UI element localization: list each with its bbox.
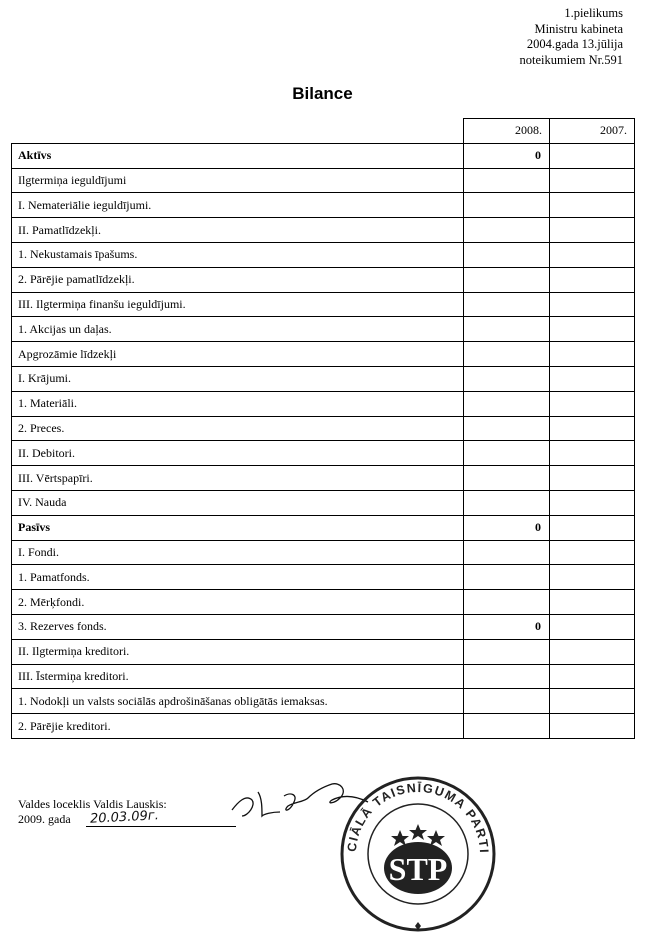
document-title: Bilance (292, 84, 353, 103)
table-row (12, 416, 635, 441)
value-2007 (550, 292, 635, 317)
table-row (12, 614, 635, 639)
value-2007 (550, 391, 635, 416)
value-2008 (464, 168, 550, 193)
table-row (12, 218, 635, 243)
row-label: 2. Preces. (12, 416, 464, 441)
signer-line: Valdes loceklis Valdis Lauskis: (18, 797, 167, 811)
row-label: 2. Pārējie kreditori. (12, 714, 464, 739)
table-row (12, 441, 635, 466)
row-label: II. Debitori. (12, 441, 464, 466)
value-2008 (464, 193, 550, 218)
row-label: I. Nemateriālie ieguldījumi. (12, 193, 464, 218)
value-2008 (464, 466, 550, 491)
row-label: 1. Akcijas un daļas. (12, 317, 464, 342)
value-2007 (550, 490, 635, 515)
value-2008 (464, 490, 550, 515)
table-row (12, 143, 635, 168)
balance-table (11, 118, 635, 739)
row-label: 1. Materiāli. (12, 391, 464, 416)
appendix-line: 1.pielikums (564, 6, 623, 20)
row-label: Aktīvs (12, 143, 464, 168)
handwritten-date: 20.03.09г. (89, 808, 160, 827)
row-label: 3. Rezerves fonds. (12, 614, 464, 639)
column-header-2008: 2008. (464, 119, 550, 144)
value-2008 (464, 317, 550, 342)
value-2007 (550, 143, 635, 168)
row-label: 1. Nekustamais īpašums. (12, 242, 464, 267)
value-2008 (464, 639, 550, 664)
table-row (12, 242, 635, 267)
date-prefix: 2009. gada (18, 811, 71, 826)
value-2008 (464, 540, 550, 565)
value-2008 (464, 342, 550, 367)
value-2007 (550, 590, 635, 615)
value-2007 (550, 540, 635, 565)
value-2008: 0 (464, 143, 550, 168)
table-row (12, 168, 635, 193)
row-label: 2. Mērķfondi. (12, 590, 464, 615)
value-2007 (550, 242, 635, 267)
value-2008 (464, 565, 550, 590)
value-2008 (464, 441, 550, 466)
table-row (12, 466, 635, 491)
value-2008 (464, 218, 550, 243)
stamp-text: CIĀLĀ TAISNĪGUMA PARTI (344, 780, 492, 855)
table-row (12, 490, 635, 515)
table-row (12, 689, 635, 714)
value-2008 (464, 391, 550, 416)
row-label: II. Pamatlīdzekļi. (12, 218, 464, 243)
row-label: Ilgtermiņa ieguldījumi (12, 168, 464, 193)
value-2007 (550, 366, 635, 391)
table-row (12, 267, 635, 292)
table-header-row (12, 119, 635, 144)
value-2008 (464, 366, 550, 391)
value-2007 (550, 267, 635, 292)
appendix-line: noteikumiem Nr.591 (519, 52, 623, 67)
value-2008 (464, 590, 550, 615)
row-label: 1. Pamatfonds. (12, 565, 464, 590)
value-2007 (550, 466, 635, 491)
party-stamp (338, 774, 498, 939)
value-2007 (550, 416, 635, 441)
row-label: Apgrozāmie līdzekļi (12, 342, 464, 367)
balance-table-body (12, 143, 635, 738)
value-2008 (464, 242, 550, 267)
date-underline (86, 826, 236, 827)
row-label: I. Fondi. (12, 540, 464, 565)
value-2007 (550, 639, 635, 664)
value-2008: 0 (464, 515, 550, 540)
header-blank-cell (12, 119, 464, 144)
value-2007 (550, 515, 635, 540)
row-label: III. Īstermiņa kreditori. (12, 664, 464, 689)
value-2008 (464, 714, 550, 739)
table-row (12, 565, 635, 590)
row-label: I. Krājumi. (12, 366, 464, 391)
value-2007 (550, 689, 635, 714)
value-2007 (550, 714, 635, 739)
row-label: 1. Nodokļi un valsts sociālās apdrošināšanas obligātās iemaksas. (12, 689, 464, 714)
table-row (12, 391, 635, 416)
value-2007 (550, 664, 635, 689)
table-row (12, 342, 635, 367)
table-row (12, 664, 635, 689)
row-label: IV. Nauda (12, 490, 464, 515)
table-row (12, 317, 635, 342)
value-2007 (550, 168, 635, 193)
table-row (12, 714, 635, 739)
value-2007 (550, 565, 635, 590)
table-row (12, 366, 635, 391)
value-2008 (464, 664, 550, 689)
value-2008 (464, 689, 550, 714)
appendix-line: Ministru kabineta (534, 21, 623, 36)
stamp-monogram: STP (388, 851, 448, 887)
table-row (12, 193, 635, 218)
value-2008 (464, 292, 550, 317)
row-label: 2. Pārējie pamatlīdzekļi. (12, 267, 464, 292)
value-2007 (550, 193, 635, 218)
value-2007 (550, 342, 635, 367)
value-2007 (550, 614, 635, 639)
column-header-2007: 2007. (550, 119, 635, 144)
appendix-note (520, 6, 623, 68)
row-label: III. Vērtspapīri. (12, 466, 464, 491)
appendix-line: 2004.gada 13.jūlija (526, 37, 623, 51)
value-2007 (550, 218, 635, 243)
table-row (12, 515, 635, 540)
row-label: Pasīvs (12, 515, 464, 540)
value-2007 (550, 441, 635, 466)
value-2008: 0 (464, 614, 550, 639)
value-2008 (464, 416, 550, 441)
row-label: II. Ilgtermiņa kreditori. (12, 639, 464, 664)
value-2007 (550, 317, 635, 342)
row-label: III. Ilgtermiņa finanšu ieguldījumi. (12, 292, 464, 317)
value-2008 (464, 267, 550, 292)
table-row (12, 639, 635, 664)
table-row (12, 540, 635, 565)
table-row (12, 590, 635, 615)
table-row (12, 292, 635, 317)
